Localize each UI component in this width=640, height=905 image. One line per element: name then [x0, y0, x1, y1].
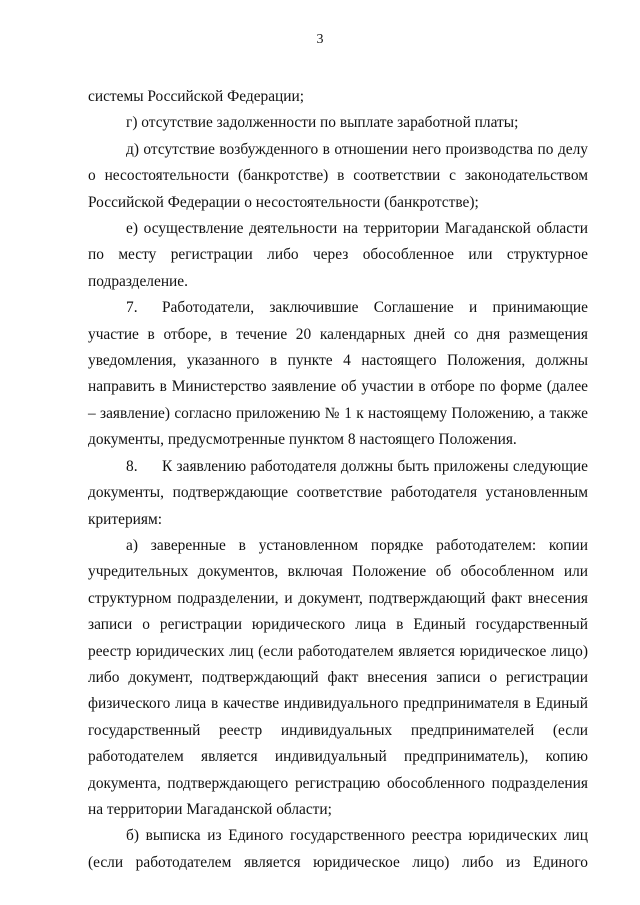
paragraph-clause-7 [88, 295, 588, 453]
paragraph-item-g: г) отсутствие задолженности по выплате заработной платы; [126, 114, 519, 132]
clause-number: 7. [126, 299, 138, 317]
paragraph-item-b: б) выписка из Единого государственного реестра юридических лиц (если работодателем является юридическое лицо) либо из Единого [88, 827, 588, 871]
clause-text: К заявлению работодателя должны быть приложены следующие документы, подтверждающие соответствие работодателя установленным критериям: [88, 457, 588, 528]
clause-text: Работодатели, заключившие Соглашение и принимающие участие в отборе, в течение 20 календарных дней со дня размещения уведомления, указанного в пункте 4 настоящего Положения, должны направить в Министерство заявление об участии в отборе по форме (далее – заявление) согласно приложению № 1 к настоящему Положению, а также документы, предусмотренные пунктом 8 настоящего Положения. [88, 299, 588, 449]
page-number: 3 [316, 32, 324, 47]
paragraph-clause-8 [88, 454, 588, 533]
document-body [88, 84, 588, 876]
clause-number: 8. [126, 457, 138, 475]
paragraph-item-e: е) осуществление деятельности на территории Магаданской области по месту регистрации либо через обособленное или структурное подразделение. [88, 220, 588, 290]
paragraph-item-d: д) отсутствие возбужденного в отношении него производства по делу о несостоятельности (банкротстве) в соответствии с законодательством Российской Федерации о несостоятельности (банкротстве); [88, 140, 588, 211]
paragraph-continuation: системы Российской Федерации; [88, 88, 305, 105]
paragraph-item-a: а) заверенные в установленном порядке работодателем: копии учредительных документов, включая Положение об обособленном или структурном подразделении, и документ, подтверждающий факт внесения записи о регистрации юридического лица в Единый государственный реестр юридических лиц (если работодателем является юридическое лицо) либо документ, подтверждающий факт внесения записи о регистрации физического лица в качестве индивидуального предпринимателя в Единый государственный реестр индивидуальных предпринимателей (если работодателем является индивидуальный предприниматель), копию документа, подтверждающего регистрацию обособленного подразделения на территории Магаданской области; [88, 536, 588, 818]
